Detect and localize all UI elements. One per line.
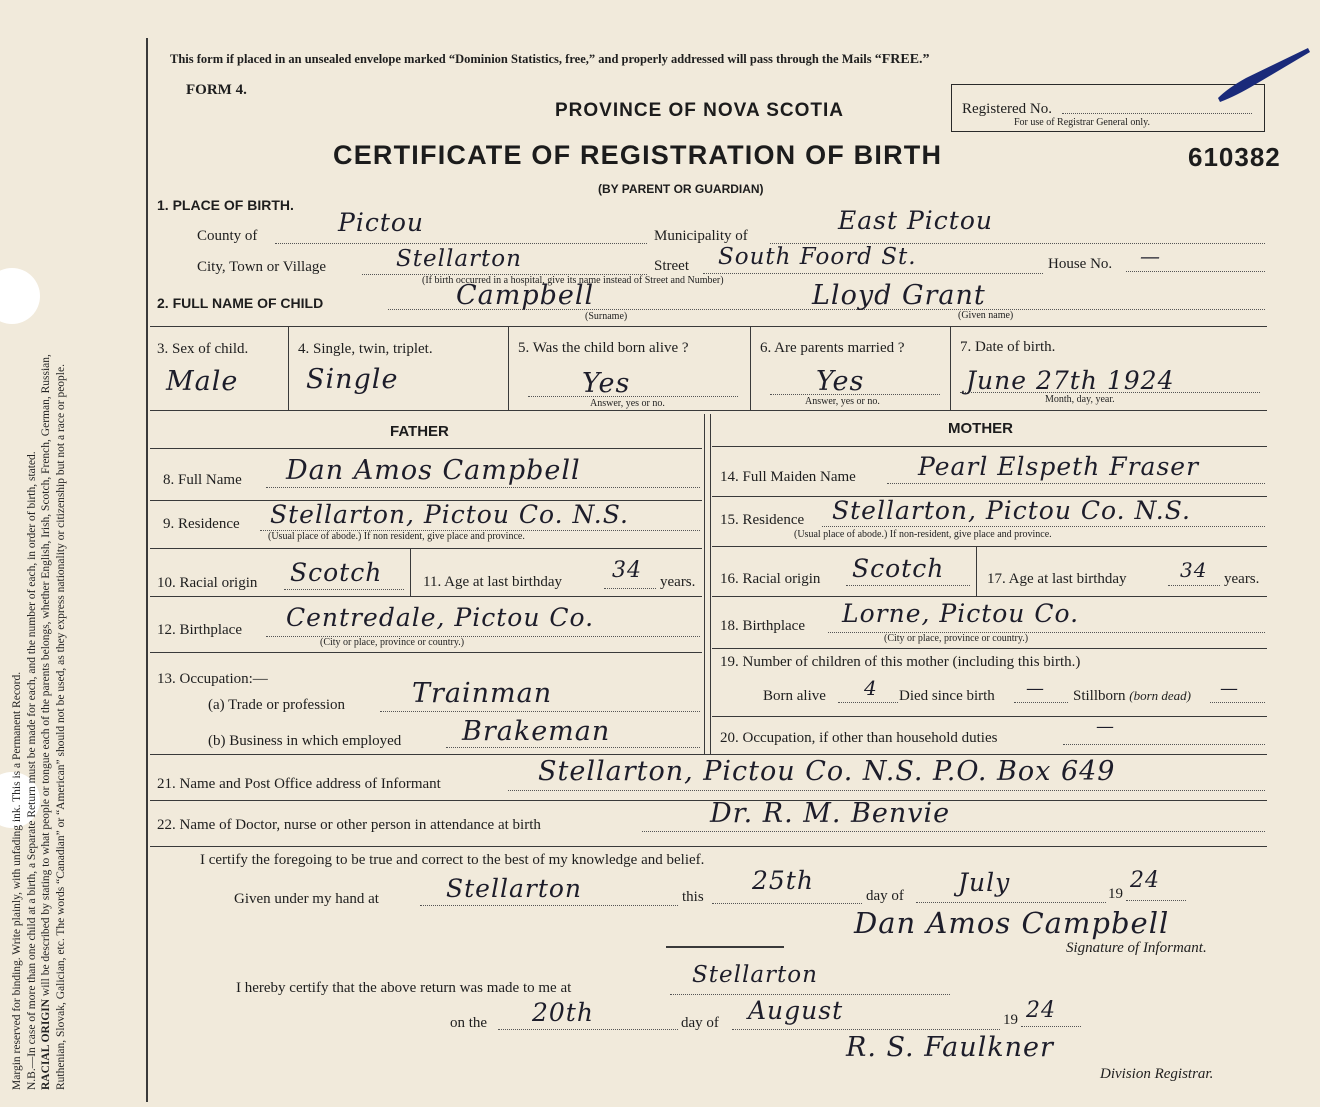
given-at-value[interactable]: Stellarton — [446, 874, 583, 903]
father-row-13-top — [150, 652, 702, 653]
house-number-label: House No. — [1048, 256, 1113, 272]
informant-value[interactable]: Stellarton, Pictou Co. N.S. P.O. Box 649 — [538, 756, 1116, 787]
given-this-label: this — [682, 889, 704, 905]
father-racial-line — [284, 589, 404, 590]
sex-label: 3. Sex of child. — [157, 341, 249, 357]
registered-number-line — [1062, 113, 1252, 114]
given-at-line — [420, 905, 678, 906]
father-birthplace-caption: (City or place, province or country.) — [320, 637, 465, 648]
mail-notice-free: “FREE.” — [874, 52, 930, 67]
racial-origin-heading: RACIAL ORIGIN — [40, 998, 52, 1090]
margin-line-1: Margin reserved for binding. Write plainly, with unfading ink. This is a Permanent Record. — [11, 671, 23, 1090]
father-racial-divider — [410, 548, 411, 596]
registrar-place-value[interactable]: Stellarton — [692, 962, 818, 988]
informant-signature[interactable]: Dan Amos Campbell — [854, 906, 1170, 940]
doctor-value[interactable]: Dr. R. M. Benvie — [710, 798, 951, 829]
children-stillborn-caption: (born dead) — [1129, 688, 1192, 703]
father-business-value[interactable]: Brakeman — [462, 716, 611, 747]
ink-mark-icon — [1216, 44, 1312, 104]
county-label: County of — [197, 228, 258, 244]
informant-signature-caption: Signature of Informant. — [1066, 940, 1207, 956]
mother-occupation-label: 20. Occupation, if other than household duties — [720, 730, 998, 746]
children-count-label: 19. Number of children of this mother (including this birth.) — [720, 654, 1081, 670]
informant-line — [508, 790, 1265, 791]
mother-residence-line — [822, 526, 1265, 527]
father-residence-value[interactable]: Stellarton, Pictou Co. N.S. — [270, 500, 629, 529]
margin-instructions — [10, 30, 68, 1090]
county-line — [275, 243, 647, 244]
child-surname-value[interactable]: Campbell — [456, 280, 595, 311]
registrar-day-line — [498, 1029, 678, 1030]
divider-row-3 — [150, 410, 1267, 411]
registrar-place-line — [670, 994, 950, 995]
mother-racial-line — [846, 585, 970, 586]
registrar-day-value[interactable]: 20th — [532, 998, 594, 1027]
given-day-of-label: day of — [866, 888, 904, 904]
divider-top — [150, 326, 1267, 327]
children-stillborn-value[interactable]: — — [1220, 678, 1239, 699]
racial-origin-text: will be described by stating to what people or tongue each of the parents belongs, whether English, Irish, Scotch, French, German, Russian, — [40, 354, 52, 999]
father-business-line — [446, 747, 700, 748]
form-number: FORM 4. — [186, 82, 247, 98]
multiplicity-label: 4. Single, twin, triplet. — [298, 341, 433, 357]
registered-number-label: Registered No. — [962, 101, 1052, 117]
street-line — [703, 273, 1043, 274]
mother-residence-label: 15. Residence — [720, 512, 805, 528]
married-line — [770, 394, 940, 395]
province-heading: PROVINCE OF NOVA SCOTIA — [555, 100, 845, 121]
father-row-8-top — [150, 448, 702, 449]
registrar-on-the-label: on the — [450, 1015, 488, 1031]
binding-margin-line — [146, 38, 148, 1102]
given-at-label: Given under my hand at — [234, 891, 379, 907]
mail-notice-text: This form if placed in an unsealed envelope marked “Dominion Statistics, free,” and properly addressed will pass through the Mails — [170, 52, 872, 66]
child-given-name-value[interactable]: Lloyd Grant — [812, 280, 986, 311]
children-born-alive-value[interactable]: 4 — [864, 676, 878, 700]
mother-age-label: 17. Age at last birthday — [987, 571, 1127, 587]
given-year-value[interactable]: 24 — [1130, 868, 1160, 893]
dob-caption: Month, day, year. — [1045, 394, 1115, 405]
mother-row-14-top — [712, 446, 1267, 447]
mother-name-line — [887, 483, 1265, 484]
mother-birthplace-value[interactable]: Lorne, Pictou Co. — [842, 599, 1080, 628]
children-stillborn-text: Stillborn — [1073, 688, 1126, 704]
father-name-label: 8. Full Name — [163, 472, 242, 488]
page-title: CERTIFICATE OF REGISTRATION OF BIRTH — [333, 140, 943, 170]
mother-heading: MOTHER — [948, 420, 1013, 437]
born-alive-caption: Answer, yes or no. — [590, 398, 665, 409]
divider-married — [950, 326, 951, 410]
father-racial-label: 10. Racial origin — [157, 575, 258, 591]
children-stillborn-line — [1210, 702, 1265, 703]
mother-racial-divider — [976, 546, 977, 596]
divider-sex — [288, 326, 289, 410]
registrar-month-line — [732, 1029, 1000, 1030]
registrar-year-value[interactable]: 24 — [1026, 998, 1056, 1023]
children-stillborn-label — [1073, 688, 1191, 705]
registrar-caption: Division Registrar. — [1100, 1066, 1214, 1082]
sex-value[interactable]: Male — [166, 366, 239, 397]
margin-line-4: Ruthenian, Slovak, Galician, etc. The words “Canadian” or “American” should not be used, as they express nationality or citizenship but not a race or people. — [54, 364, 67, 1090]
father-birthplace-label: 12. Birthplace — [157, 622, 242, 638]
mother-row-20-top — [712, 716, 1267, 717]
married-caption: Answer, yes or no. — [805, 396, 880, 407]
municipality-value[interactable]: East Pictou — [838, 206, 993, 235]
father-age-value[interactable]: 34 — [612, 558, 642, 583]
divider-row-22 — [150, 800, 1267, 801]
born-alive-line — [528, 396, 738, 397]
given-month-line — [916, 902, 1106, 903]
mother-years-label: years. — [1224, 571, 1260, 587]
divider-row-21 — [150, 754, 1267, 755]
multiplicity-value[interactable]: Single — [306, 364, 399, 395]
children-died-value[interactable]: — — [1026, 678, 1045, 699]
mother-name-label: 14. Full Maiden Name — [720, 469, 856, 485]
given-month-value[interactable]: July — [958, 868, 1011, 897]
father-birthplace-value[interactable]: Centredale, Pictou Co. — [286, 603, 595, 632]
dob-label: 7. Date of birth. — [960, 339, 1056, 355]
surname-caption: (Surname) — [585, 311, 628, 322]
street-label: Street — [654, 258, 689, 274]
certification-statement: I certify the foregoing to be true and correct to the best of my knowledge and belief. — [200, 852, 705, 868]
mother-row-16-top — [712, 546, 1267, 547]
father-trade-line — [380, 711, 700, 712]
given-name-caption: (Given name) — [958, 310, 1014, 321]
father-heading: FATHER — [390, 423, 449, 440]
child-name-label: 2. FULL NAME OF CHILD — [157, 295, 324, 311]
mother-racial-label: 16. Racial origin — [720, 571, 821, 587]
given-year-prefix: 19 — [1108, 886, 1123, 902]
mother-racial-value[interactable]: Scotch — [852, 554, 945, 583]
father-trade-value[interactable]: Trainman — [412, 678, 553, 709]
father-name-value[interactable]: Dan Amos Campbell — [286, 455, 581, 486]
place-of-birth-label: 1. PLACE OF BIRTH. — [157, 197, 294, 213]
mail-notice — [170, 52, 930, 68]
house-number-value[interactable]: — — [1140, 244, 1161, 268]
given-year-line — [1126, 900, 1186, 901]
municipality-label: Municipality of — [654, 228, 748, 244]
dob-line — [960, 392, 1260, 393]
father-row-12-top — [150, 596, 702, 597]
dob-value[interactable]: June 27th 1924 — [966, 366, 1175, 395]
registrar-month-value[interactable]: August — [748, 996, 844, 1025]
given-day-line — [712, 903, 862, 904]
street-value[interactable]: South Foord St. — [718, 244, 917, 270]
mother-name-value[interactable]: Pearl Elspeth Fraser — [918, 452, 1200, 481]
father-residence-label: 9. Residence — [163, 516, 240, 532]
parents-divider-right — [710, 414, 711, 754]
doctor-label: 22. Name of Doctor, nurse or other person in attendance at birth — [157, 817, 541, 833]
father-years-label: years. — [660, 574, 696, 590]
father-racial-value[interactable]: Scotch — [290, 558, 383, 587]
mother-residence-caption: (Usual place of abode.) If non-resident, give place and province. — [794, 529, 1052, 540]
father-business-label: (b) Business in which employed — [208, 733, 402, 749]
father-name-line — [266, 487, 700, 488]
father-trade-label: (a) Trade or profession — [208, 697, 346, 713]
mother-residence-value[interactable]: Stellarton, Pictou Co. N.S. — [832, 496, 1191, 525]
children-died-label: Died since birth — [899, 688, 995, 704]
born-alive-label: 5. Was the child born alive ? — [518, 340, 689, 356]
registrar-signature[interactable]: R. S. Faulkner — [846, 1032, 1054, 1063]
parents-divider-left — [704, 414, 705, 754]
divider-alive — [750, 326, 751, 410]
informant-label: 21. Name and Post Office address of Informant — [157, 776, 441, 792]
divider-certification — [150, 846, 1267, 847]
father-occupation-label: 13. Occupation:— — [157, 671, 268, 687]
born-alive-value[interactable]: Yes — [582, 368, 631, 399]
registrar-year-prefix: 19 — [1003, 1012, 1018, 1028]
children-died-line — [1014, 702, 1068, 703]
father-row-10-top — [150, 548, 702, 549]
given-day-value[interactable]: 25th — [752, 866, 814, 895]
married-value[interactable]: Yes — [816, 366, 865, 397]
children-born-alive-line — [838, 702, 898, 703]
mother-row-18-top — [712, 596, 1267, 597]
city-value[interactable]: Stellarton — [396, 246, 522, 272]
county-value[interactable]: Pictou — [338, 208, 425, 237]
registrar-statement: I hereby certify that the above return was made to me at — [236, 980, 572, 996]
certification-separator — [666, 946, 784, 948]
mother-age-value[interactable]: 34 — [1180, 558, 1208, 582]
certificate-number: 610382 — [1188, 142, 1281, 172]
mother-birthplace-caption: (City or place, province or country.) — [884, 633, 1029, 644]
registrar-day-of-label: day of — [681, 1015, 719, 1031]
children-born-alive-label: Born alive — [763, 688, 826, 704]
married-label: 6. Are parents married ? — [760, 340, 905, 356]
mother-row-19-top — [712, 648, 1267, 649]
registrar-year-line — [1021, 1026, 1081, 1027]
father-residence-caption: (Usual place of abode.) If non resident, give place and province. — [268, 531, 525, 542]
city-label: City, Town or Village — [197, 259, 327, 275]
page-subtitle: (BY PARENT OR GUARDIAN) — [598, 182, 764, 196]
mother-occupation-line — [1063, 744, 1265, 745]
house-number-line — [1126, 271, 1265, 272]
father-age-line — [604, 588, 656, 589]
mother-birthplace-label: 18. Birthplace — [720, 618, 805, 634]
mother-age-line — [1168, 585, 1220, 586]
margin-line-2: N.B.—In case of more than one child at a birth, a Separate Return must be made for each, and the number of each, in order of birth, stated. — [25, 451, 38, 1090]
margin-line-3 — [39, 30, 54, 1090]
hospital-note: (If birth occurred in a hospital, give its name instead of Street and Number) — [422, 275, 724, 286]
registrar-use-note: For use of Registrar General only. — [1014, 117, 1150, 128]
father-age-label: 11. Age at last birthday — [423, 574, 562, 590]
doctor-line — [642, 831, 1265, 832]
mother-occupation-value[interactable]: — — [1096, 716, 1115, 737]
divider-multiplicity — [508, 326, 509, 410]
